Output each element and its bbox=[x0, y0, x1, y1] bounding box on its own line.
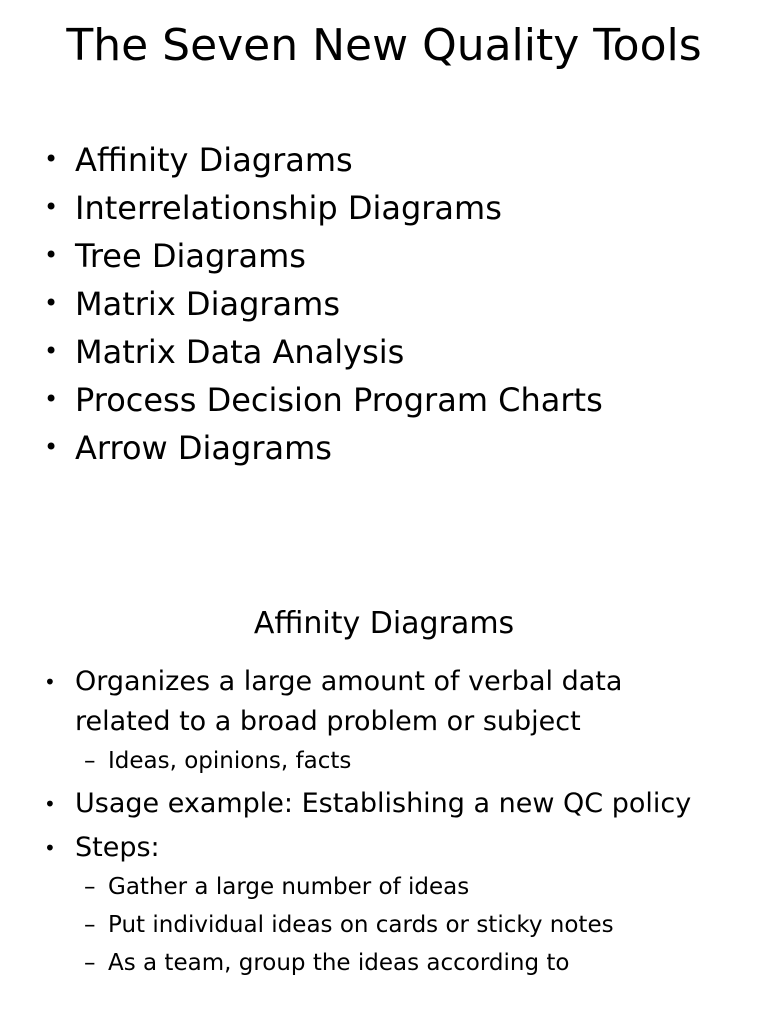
sub-point-text: As a team, group the ideas according to bbox=[108, 950, 570, 976]
list-item bbox=[0, 232, 603, 280]
list-item bbox=[0, 136, 603, 184]
bullet-icon: • bbox=[44, 193, 59, 221]
sub-point-text: Put individual ideas on cards or sticky notes bbox=[108, 912, 614, 938]
sub-list-item bbox=[0, 868, 768, 906]
tool-list bbox=[0, 136, 603, 472]
sub-list-item bbox=[0, 906, 768, 944]
slide-title: Affinity Diagrams bbox=[253, 606, 515, 641]
list-item bbox=[0, 424, 603, 472]
bullet-icon: • bbox=[44, 792, 56, 816]
list-item-label: Tree Diagrams bbox=[75, 237, 306, 275]
list-item bbox=[0, 184, 603, 232]
bullet-icon: • bbox=[44, 385, 59, 413]
sub-list-item bbox=[0, 742, 768, 780]
list-item bbox=[0, 376, 603, 424]
bullet-icon: • bbox=[44, 836, 56, 860]
sub-point-text: Ideas, opinions, facts bbox=[108, 748, 352, 774]
list-item-label: Arrow Diagrams bbox=[75, 429, 332, 467]
list-item bbox=[0, 280, 603, 328]
list-item-label: Affinity Diagrams bbox=[75, 141, 353, 179]
dash-icon: – bbox=[84, 874, 96, 900]
list-item-label: Matrix Diagrams bbox=[75, 285, 340, 323]
list-item bbox=[0, 784, 768, 824]
dash-icon: – bbox=[84, 912, 96, 938]
bullet-icon: • bbox=[44, 433, 59, 461]
point-text: Organizes a large amount of verbal data related to a broad problem or subject bbox=[75, 666, 623, 737]
list-item-label: Matrix Data Analysis bbox=[75, 333, 405, 371]
bullet-icon: • bbox=[44, 241, 59, 269]
slide-title: The Seven New Quality Tools bbox=[66, 20, 702, 71]
bullet-icon: • bbox=[44, 145, 59, 173]
bullet-icon: • bbox=[44, 289, 59, 317]
list-item bbox=[0, 662, 768, 742]
list-item bbox=[0, 828, 768, 868]
list-item-label: Process Decision Program Charts bbox=[75, 381, 603, 419]
dash-icon: – bbox=[84, 748, 96, 774]
point-text: Steps: bbox=[75, 832, 160, 863]
slide-overview bbox=[0, 0, 768, 500]
bullet-icon: • bbox=[44, 337, 59, 365]
dash-icon: – bbox=[84, 950, 96, 976]
bullet-icon: • bbox=[44, 670, 56, 694]
list-item-label: Interrelationship Diagrams bbox=[75, 189, 502, 227]
sub-list-item bbox=[0, 944, 768, 982]
point-list bbox=[0, 662, 768, 982]
point-text: Usage example: Establishing a new QC policy bbox=[75, 788, 692, 819]
sub-point-text: Gather a large number of ideas bbox=[108, 874, 470, 900]
list-item bbox=[0, 328, 603, 376]
slide-affinity-diagrams bbox=[0, 600, 768, 1024]
